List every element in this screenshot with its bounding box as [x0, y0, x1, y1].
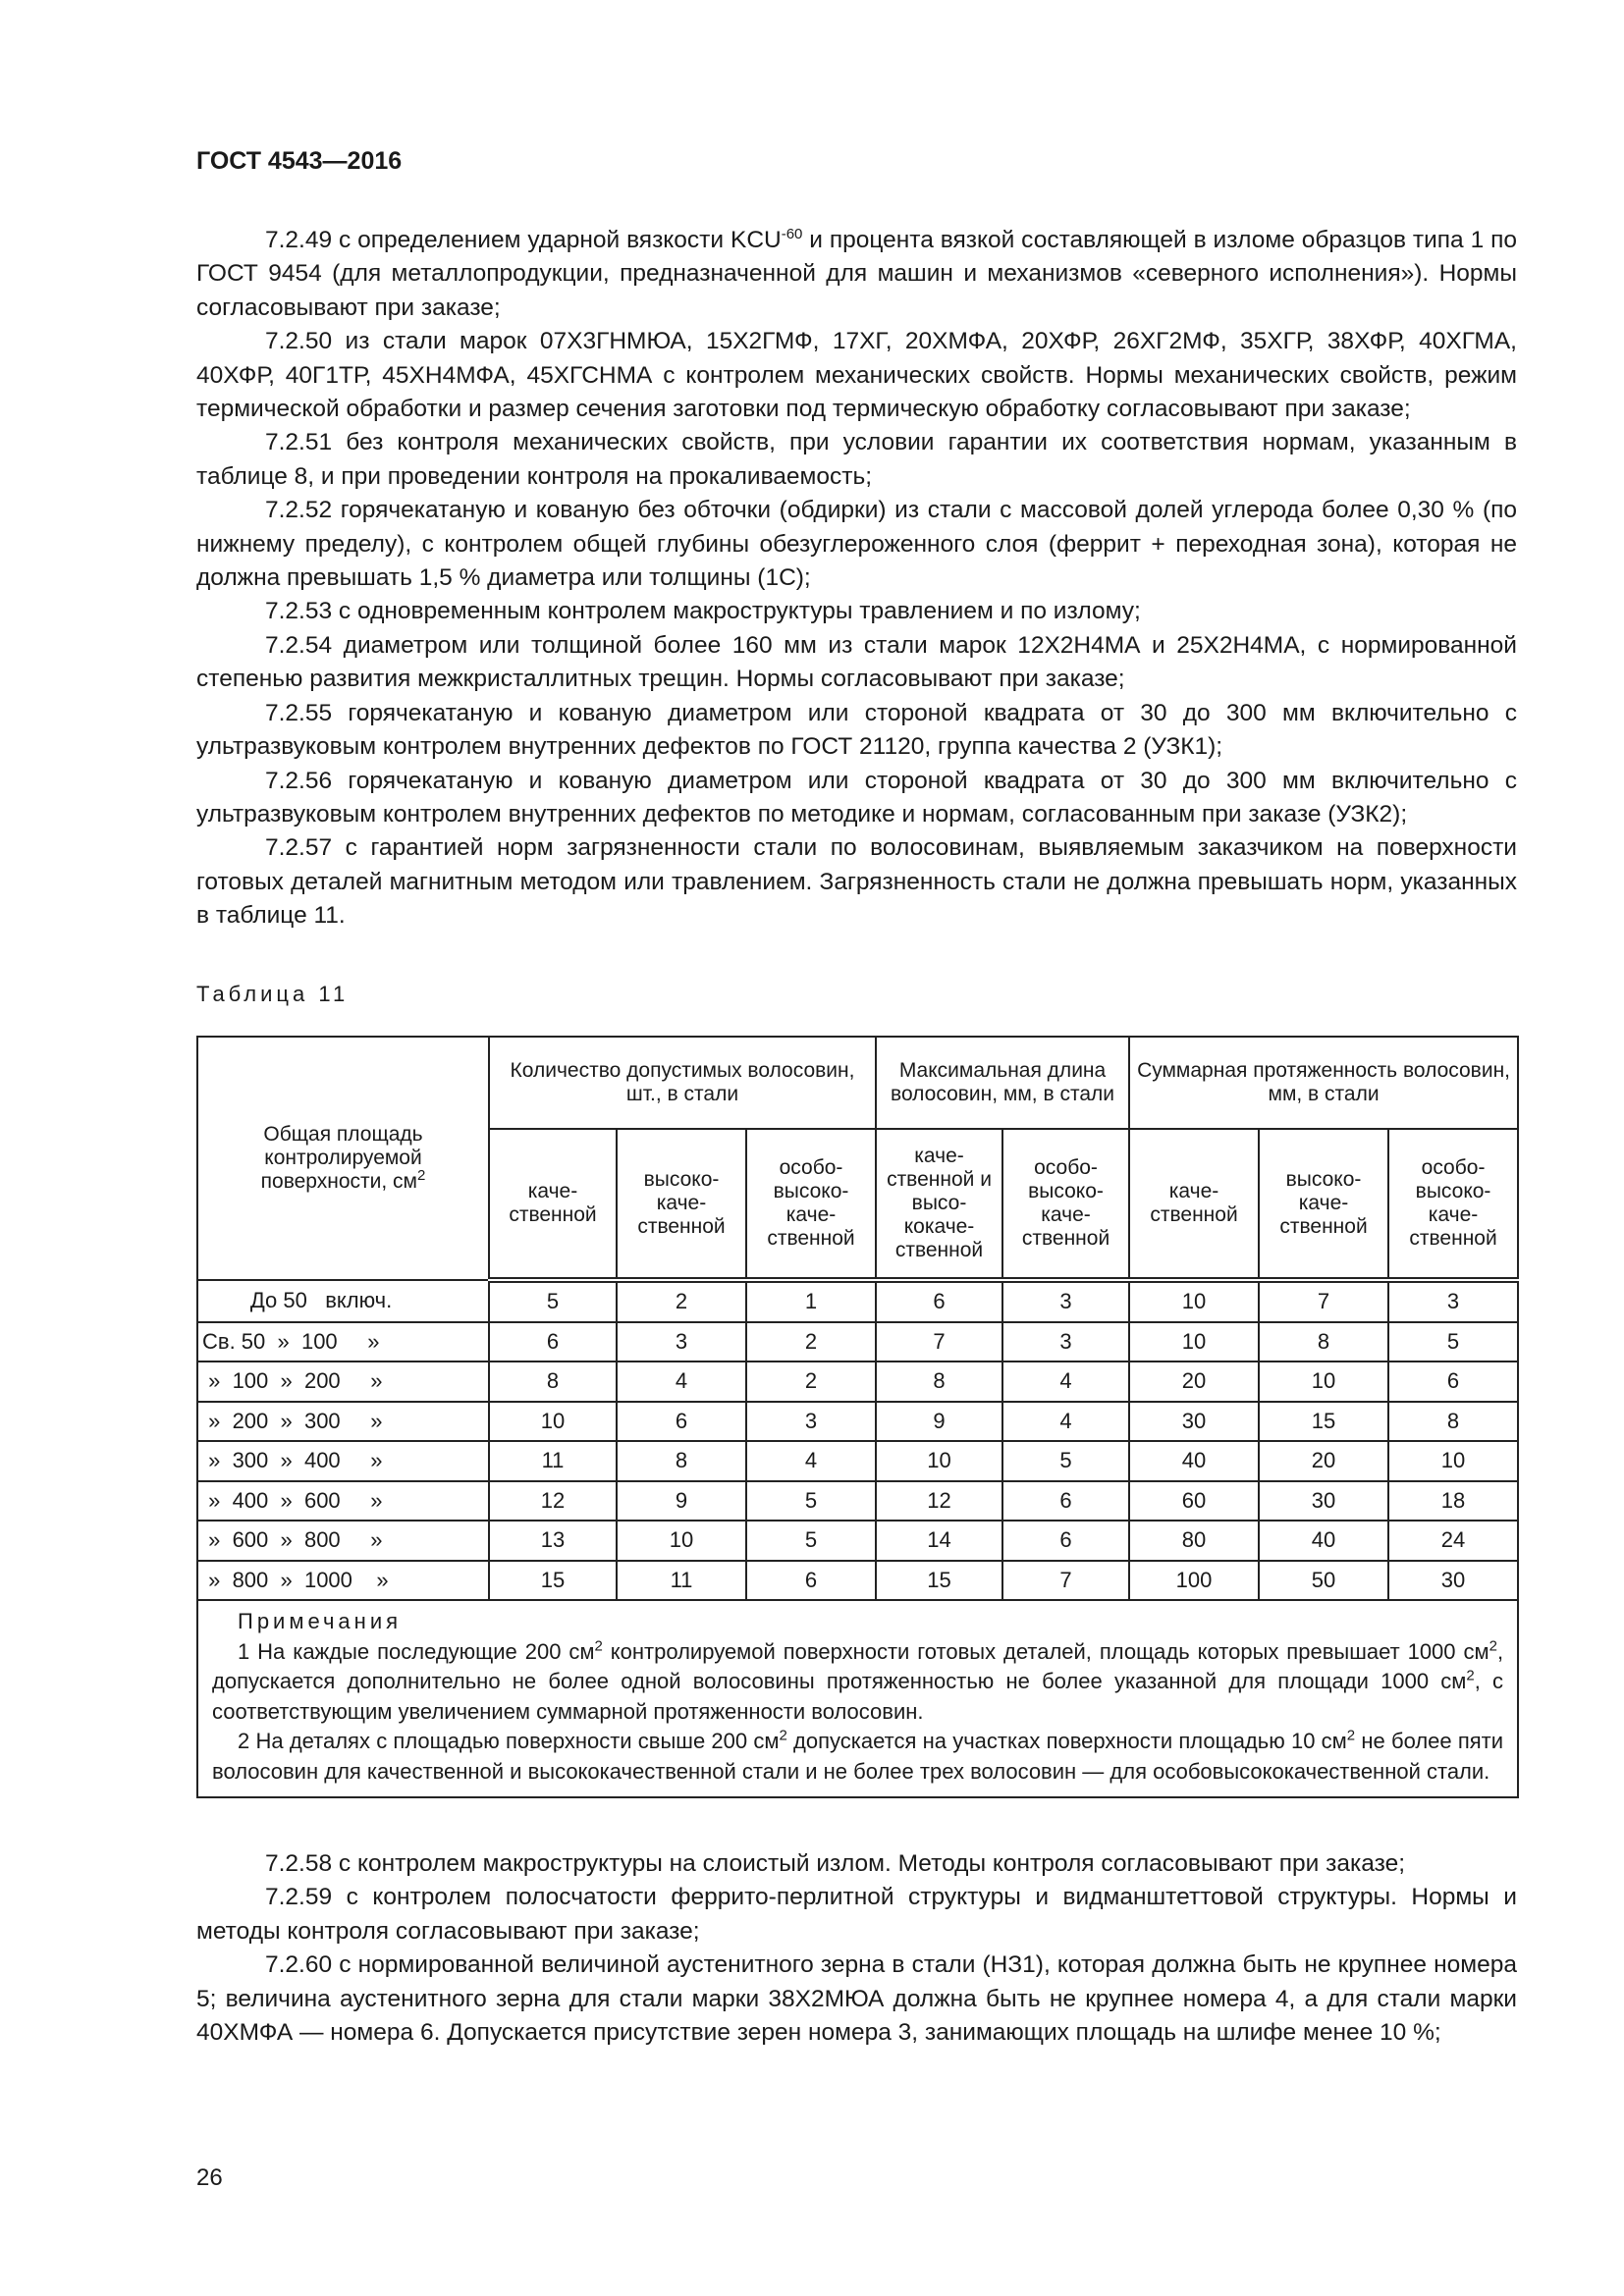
table-cell: 60: [1129, 1481, 1259, 1522]
row-label: » 300 » 400 »: [197, 1441, 489, 1481]
group-header-max-length: Максимальная длина волосовин, мм, в стали: [876, 1037, 1129, 1129]
row-label: » 400 » 600 »: [197, 1481, 489, 1522]
table-cell: 10: [1129, 1322, 1259, 1362]
sub-header: [1129, 1129, 1259, 1280]
text-segment: не более пяти волосовин для качественной и высококачественной стали и не более трех волосовин — для особовысококачественной стали.: [212, 1729, 1504, 1784]
table-cell: 5: [1002, 1441, 1129, 1481]
table-cell: 4: [617, 1362, 746, 1402]
table-cell: 12: [489, 1481, 617, 1522]
sub-header-line: каче-: [785, 1203, 837, 1226]
row-label: До 50 включ.: [197, 1280, 489, 1322]
sub-header-line: ственной: [637, 1215, 726, 1238]
sub-header-line: ственной: [1021, 1227, 1110, 1250]
superscript: 2: [1489, 1637, 1497, 1655]
row-label: Св. 50 » 100 »: [197, 1322, 489, 1362]
table-cell: 9: [876, 1402, 1002, 1442]
table-cell: 20: [1259, 1441, 1388, 1481]
table-cell: 6: [1388, 1362, 1518, 1402]
sub-header-line: каче-: [1428, 1203, 1479, 1226]
note: [212, 1727, 1503, 1787]
text-segment: контролируемой поверхности готовых деталей, площадь которых превышает 1000 см: [602, 1638, 1489, 1664]
text-segment: 7.2.55 горячекатаную и кованую диаметром или стороной квадрата от 30 до 300 мм включительно с ультразвуковым контролем внутренних дефектов по ГОСТ 21120, группа качества 2 (УЗК1);: [196, 699, 1517, 761]
table-cell: 7: [876, 1322, 1002, 1362]
table-cell: 3: [746, 1402, 876, 1442]
sub-header-line: каче-: [1298, 1192, 1349, 1214]
table-cell: 6: [746, 1561, 876, 1601]
sub-header-line: ственной: [509, 1203, 597, 1226]
superscript: 2: [779, 1727, 787, 1744]
table-caption: Таблица 11: [196, 982, 350, 1006]
paragraph: [196, 765, 1517, 832]
table-cell: 50: [1259, 1561, 1388, 1601]
text-segment: , с соответствующим увеличением суммарной протяженности волосовин.: [212, 1669, 1504, 1724]
row-label: » 600 » 800 »: [197, 1521, 489, 1561]
text-segment: 7.2.59 с контролем полосчатости феррито-перлитной структуры и видманштеттовой структуры. Нормы и методы контроля согласовывают при заказе;: [196, 1884, 1517, 1945]
sub-header-line: ственной: [1150, 1203, 1238, 1226]
table-cell: 80: [1129, 1521, 1259, 1561]
table-cell: 9: [617, 1481, 746, 1522]
text-segment: 7.2.52 горячекатаную и кованую без обточки (обдирки) из стали с массовой долей углерода более 0,30 % (по нижнему пределу), с контролем общей глубины обезуглероженного слоя (феррит + переходная зона), которая не должна превышать 1,5 % диаметра или толщины (1С);: [196, 497, 1517, 592]
row-label: » 100 » 200 »: [197, 1362, 489, 1402]
row-label: » 200 » 300 »: [197, 1402, 489, 1442]
page-number: 26: [196, 2164, 223, 2191]
table-row: [197, 1322, 1518, 1362]
table-cell: 8: [489, 1362, 617, 1402]
table-cell: 3: [1388, 1280, 1518, 1322]
document-header: ГОСТ 4543—2016: [196, 147, 403, 175]
sub-header-line: ственной и высо-: [887, 1168, 992, 1214]
sub-header-line: ственной: [894, 1239, 984, 1261]
table-cell: 14: [876, 1521, 1002, 1561]
text-segment: 7.2.54 диаметром или толщиной более 160 мм из стали марок 12Х2Н4МА и 25Х2Н4МА, с нормированной степенью развития межкристаллитных трещин. Нормы согласовывают при заказе;: [196, 631, 1517, 693]
paragraph: [196, 629, 1517, 697]
text-segment: 7.2.50 из стали марок 07Х3ГНМЮА, 15Х2ГМФ, 17ХГ, 20ХМФА, 20ХФР, 26ХГ2МФ, 35ХГР, 38ХФР, 40ХГМА, 40ХФР, 40Г1ТР, 45ХН4МФА, 45ХГСНМА с контролем механических свойств. Нормы механических свойств, режим термической обработки и размер сечения заготовки под термическую обработку согласовывают при заказе;: [196, 328, 1517, 423]
table-cell: 18: [1388, 1481, 1518, 1522]
table-cell: 10: [489, 1402, 617, 1442]
table-cell: 40: [1259, 1521, 1388, 1561]
table-cell: 2: [746, 1362, 876, 1402]
table-cell: 5: [1388, 1322, 1518, 1362]
sub-header: [876, 1129, 1002, 1280]
table-cell: 13: [489, 1521, 617, 1561]
table-cell: 11: [489, 1441, 617, 1481]
paragraph: [196, 224, 1517, 325]
sub-header-line: высоко-: [773, 1180, 849, 1202]
table-cell: 8: [1388, 1402, 1518, 1442]
paragraph: [196, 1949, 1517, 2050]
sub-header-line: кокаче-: [903, 1215, 975, 1238]
sub-header-line: особо-: [1034, 1156, 1098, 1179]
table-row: [197, 1402, 1518, 1442]
superscript: 2: [1466, 1667, 1475, 1684]
text-segment: 7.2.49 с определением ударной вязкости KCU: [265, 227, 782, 253]
table-row: [197, 1362, 1518, 1402]
sub-header-line: высоко-: [1285, 1168, 1362, 1191]
sub-header-line: высоко-: [1028, 1180, 1104, 1202]
table-cell: 10: [617, 1521, 746, 1561]
text-segment: допускается на участках поверхности площадью 10 см: [786, 1729, 1347, 1753]
table-cell: 40: [1129, 1441, 1259, 1481]
sub-header-line: каче-: [1041, 1203, 1091, 1226]
text-segment: 7.2.56 горячекатаную и кованую диаметром или стороной квадрата от 30 до 300 мм включительно с ультразвуковым контролем внутренних дефектов по методике и нормам, согласованным при заказе (УЗК2);: [196, 767, 1517, 828]
text-segment: 7.2.57 с гарантией норм загрязненности стали по волосовинам, выявляемым заказчиком на поверхности готовых деталей магнитным методом или травлением. Загрязненность стали не должна превышать норм, указанных в таблице 11.: [196, 834, 1517, 930]
table-cell: 6: [1002, 1481, 1129, 1522]
table-row: [197, 1521, 1518, 1561]
table-row: [197, 1561, 1518, 1601]
table-cell: 2: [617, 1280, 746, 1322]
table-cell: 8: [1259, 1322, 1388, 1362]
table-cell: 4: [1002, 1362, 1129, 1402]
sub-header-line: высоко-: [1415, 1180, 1491, 1202]
body-text-bottom: [196, 1847, 1517, 2050]
text-segment: 7.2.53 с одновременным контролем макроструктуры травлением и по излому;: [265, 598, 1141, 625]
sub-header-line: каче-: [656, 1192, 707, 1214]
table-cell: 10: [876, 1441, 1002, 1481]
paragraph: [196, 325, 1517, 426]
text-segment: 7.2.51 без контроля механических свойств, при условии гарантии их соответствия нормам, указанным в таблице 8, и при проведении контроля на прокаливаемость;: [196, 429, 1517, 490]
table-row: [197, 1481, 1518, 1522]
table-cell: 11: [617, 1561, 746, 1601]
table-cell: 8: [617, 1441, 746, 1481]
table-cell: 6: [617, 1402, 746, 1442]
sub-header: [1002, 1129, 1129, 1280]
superscript: 2: [1346, 1727, 1356, 1744]
table-cell: 3: [1002, 1322, 1129, 1362]
sub-header-line: ственной: [767, 1227, 855, 1250]
table-cell: 20: [1129, 1362, 1259, 1402]
table-cell: 3: [617, 1322, 746, 1362]
row-label: » 800 » 1000 »: [197, 1561, 489, 1601]
text-segment: 7.2.60 с нормированной величиной аустенитного зерна в стали (НЗ1), которая должна быть не крупнее номера 5; величина аустенитного зерна для стали марки 38Х2МЮА должна быть не крупнее номера 4, а для стали марки 40ХМФА — номера 6. Допускается присутствие зерен номера 3, занимающих площадь на шлифе менее 10 %;: [196, 1951, 1517, 2047]
table-cell: 30: [1129, 1402, 1259, 1442]
table-notes: [197, 1600, 1518, 1797]
group-header-total-length: Суммарная протяженность волосовин, мм, в стали: [1129, 1037, 1518, 1129]
group-header-count: Количество допустимых волосовин, шт., в стали: [489, 1037, 876, 1129]
table-cell: 3: [1002, 1280, 1129, 1322]
sub-header-line: высоко-: [643, 1168, 720, 1191]
table-cell: 1: [746, 1280, 876, 1322]
table-cell: 8: [876, 1362, 1002, 1402]
table-cell: 100: [1129, 1561, 1259, 1601]
sub-header-line: особо-: [1421, 1156, 1486, 1179]
table-row: [197, 1441, 1518, 1481]
table-cell: 7: [1259, 1280, 1388, 1322]
note: [212, 1637, 1503, 1728]
table-cell: 6: [876, 1280, 1002, 1322]
text-segment: 2 На деталях с площадью поверхности свыше 200 см: [238, 1729, 780, 1753]
sub-header-line: особо-: [779, 1156, 843, 1179]
paragraph: [196, 831, 1517, 933]
table-cell: 30: [1388, 1561, 1518, 1601]
sub-header-line: ственной: [1409, 1227, 1497, 1250]
table-cell: 10: [1259, 1362, 1388, 1402]
paragraph: [196, 1847, 1517, 1881]
table-cell: 10: [1129, 1280, 1259, 1322]
table-cell: 5: [746, 1481, 876, 1522]
table-cell: 7: [1002, 1561, 1129, 1601]
table-cell: 12: [876, 1481, 1002, 1522]
sub-header: [1259, 1129, 1388, 1280]
table-11: [196, 1036, 1519, 1798]
paragraph: [196, 494, 1517, 595]
paragraph: [196, 595, 1517, 628]
table-cell: 24: [1388, 1521, 1518, 1561]
table-cell: 10: [1388, 1441, 1518, 1481]
table-cell: 5: [746, 1521, 876, 1561]
table-cell: 30: [1259, 1481, 1388, 1522]
table-cell: 4: [746, 1441, 876, 1481]
paragraph: [196, 426, 1517, 494]
table-cell: 6: [489, 1322, 617, 1362]
text-segment: и процента вязкой составляющей в изломе образцов типа 1 по ГОСТ 9454 (для металлопродукции, предназначенной для машин и механизмов «северного исполнения»). Нормы согласовывают при заказе;: [196, 227, 1517, 321]
notes-title: Примечания: [238, 1609, 403, 1633]
table-cell: 15: [489, 1561, 617, 1601]
superscript: -60: [781, 225, 803, 242]
sub-header-line: каче-: [1168, 1180, 1219, 1202]
text-segment: Общая площадь контролируемой поверхности, см: [260, 1123, 423, 1193]
table-row: [197, 1280, 1518, 1322]
sub-header: [746, 1129, 876, 1280]
paragraph: [196, 697, 1517, 765]
table-cell: 2: [746, 1322, 876, 1362]
superscript: 2: [594, 1637, 603, 1655]
text-segment: 1 На каждые последующие 200 см: [238, 1638, 595, 1664]
table-cell: 4: [1002, 1402, 1129, 1442]
column-header-area: [197, 1037, 489, 1280]
table-cell: 5: [489, 1280, 617, 1322]
sub-header: [489, 1129, 617, 1280]
table-cell: 6: [1002, 1521, 1129, 1561]
sub-header: [617, 1129, 746, 1280]
text-segment: 7.2.58 с контролем макроструктуры на слоистый излом. Методы контроля согласовывают при заказе;: [265, 1850, 1406, 1877]
table-cell: 15: [876, 1561, 1002, 1601]
text-segment: , допускается дополнительно не более одной волосовины протяженностью не более указанной для площади 1000 см: [212, 1638, 1504, 1693]
table-cell: 15: [1259, 1402, 1388, 1442]
superscript: 2: [416, 1167, 426, 1184]
sub-header-line: ственной: [1279, 1215, 1368, 1238]
sub-header: [1388, 1129, 1518, 1280]
paragraph: [196, 1881, 1517, 1949]
sub-header-line: каче-: [914, 1145, 964, 1167]
body-text-top: [196, 224, 1517, 934]
sub-header-line: каче-: [527, 1180, 578, 1202]
